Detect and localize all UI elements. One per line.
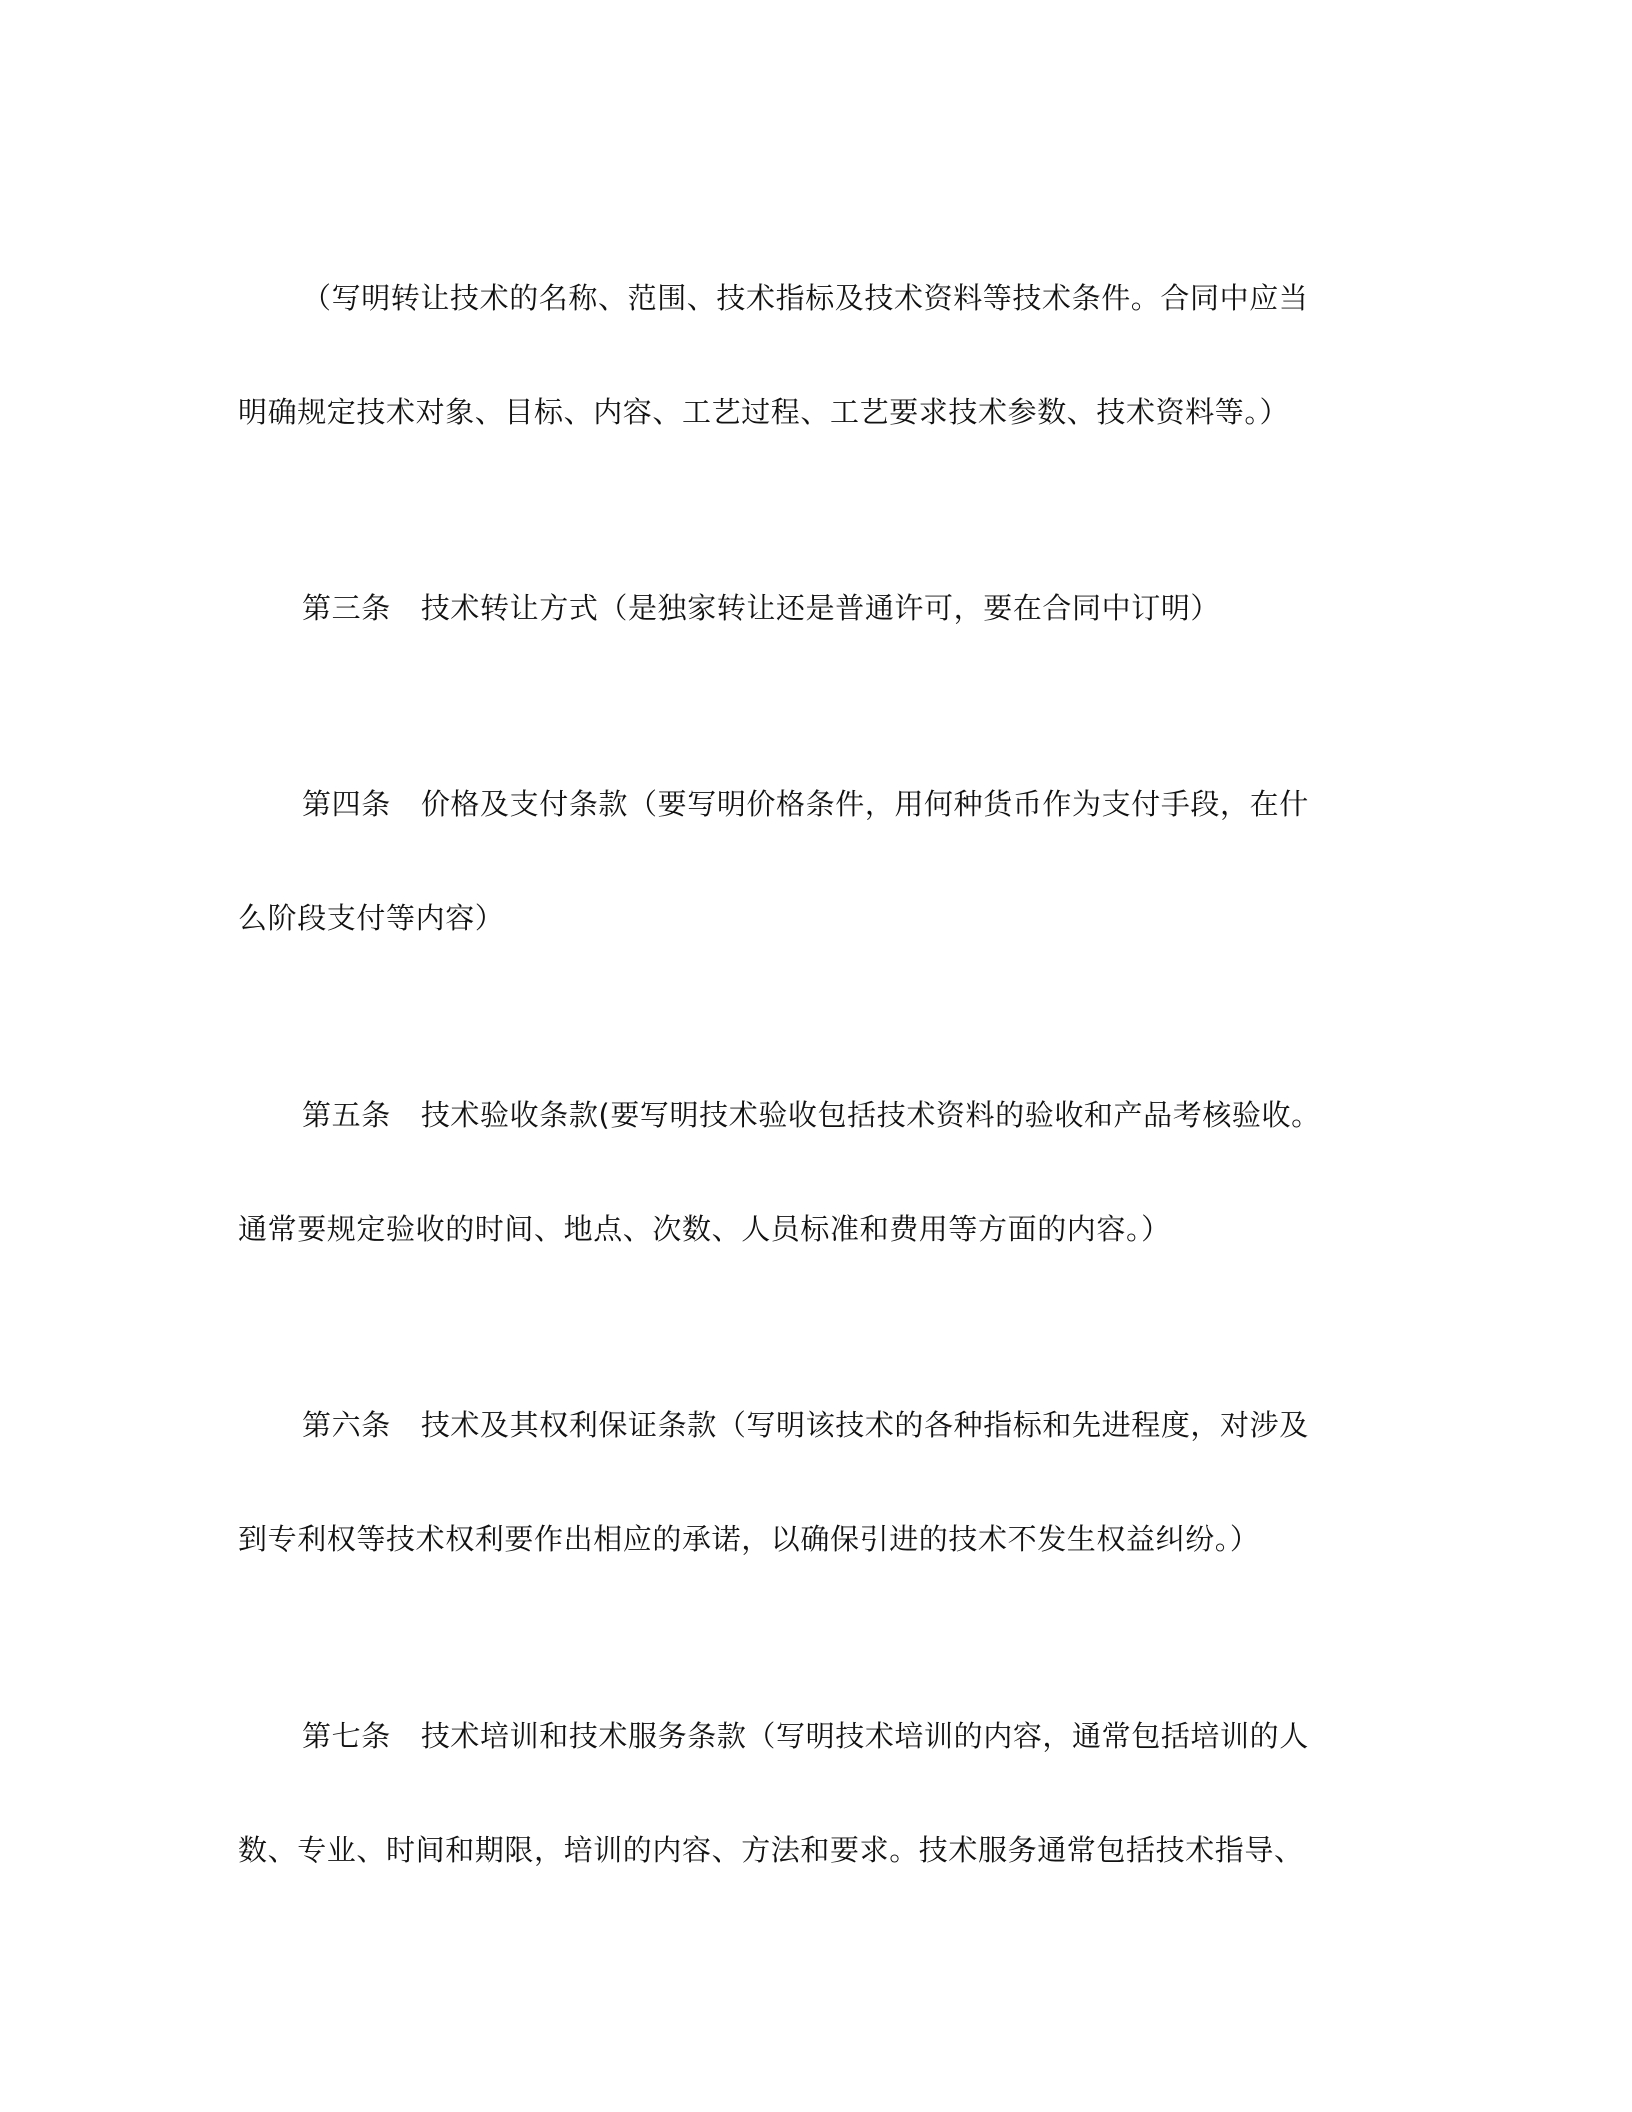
article-four-line <box>302 784 1462 824</box>
paragraph-line <box>238 898 1398 938</box>
article-number: 第六条 <box>302 1408 391 1442</box>
paragraph-line <box>238 392 1398 432</box>
article-five-line <box>302 1095 1462 1135</box>
article-text: 技术验收条款(要写明技术验收包括技术资料的验收和产品考核验收。 <box>420 1098 1321 1132</box>
article-three-line <box>302 588 1462 628</box>
article-number: 第五条 <box>302 1098 391 1132</box>
article-seven-line <box>302 1716 1462 1756</box>
article-text: 技术转让方式（是独家转让还是普通许可，要在合同中订明） <box>420 591 1221 625</box>
line-text: 通常要规定验收的时间、地点、次数、人员标准和费用等方面的内容。） <box>238 1212 1171 1246</box>
article-text: 技术及其权利保证条款（写明该技术的各种指标和先进程度，对涉及 <box>420 1408 1309 1442</box>
paragraph-line <box>238 1209 1398 1249</box>
article-number: 第七条 <box>302 1719 391 1753</box>
line-text: 数、专业、时间和期限，培训的内容、方法和要求。技术服务通常包括技术指导、 <box>238 1833 1304 1867</box>
article-number: 第三条 <box>302 591 391 625</box>
article-text: 技术培训和技术服务条款（写明技术培训的内容，通常包括培训的人 <box>420 1719 1309 1753</box>
line-text: 到专利权等技术权利要作出相应的承诺，以确保引进的技术不发生权益纠纷。） <box>238 1522 1260 1556</box>
line-text: 么阶段支付等内容） <box>238 901 505 935</box>
line-text: （写明转让技术的名称、范围、技术指标及技术资料等技术条件。合同中应当 <box>302 281 1309 315</box>
paragraph-line <box>302 278 1462 318</box>
paragraph-line <box>238 1830 1398 1870</box>
paragraph-line <box>238 1519 1398 1559</box>
article-number: 第四条 <box>302 787 391 821</box>
line-text: 明确规定技术对象、目标、内容、工艺过程、工艺要求技术参数、技术资料等。） <box>238 395 1290 429</box>
article-six-line <box>302 1405 1462 1445</box>
article-text: 价格及支付条款（要写明价格条件，用何种货币作为支付手段，在什 <box>420 787 1309 821</box>
